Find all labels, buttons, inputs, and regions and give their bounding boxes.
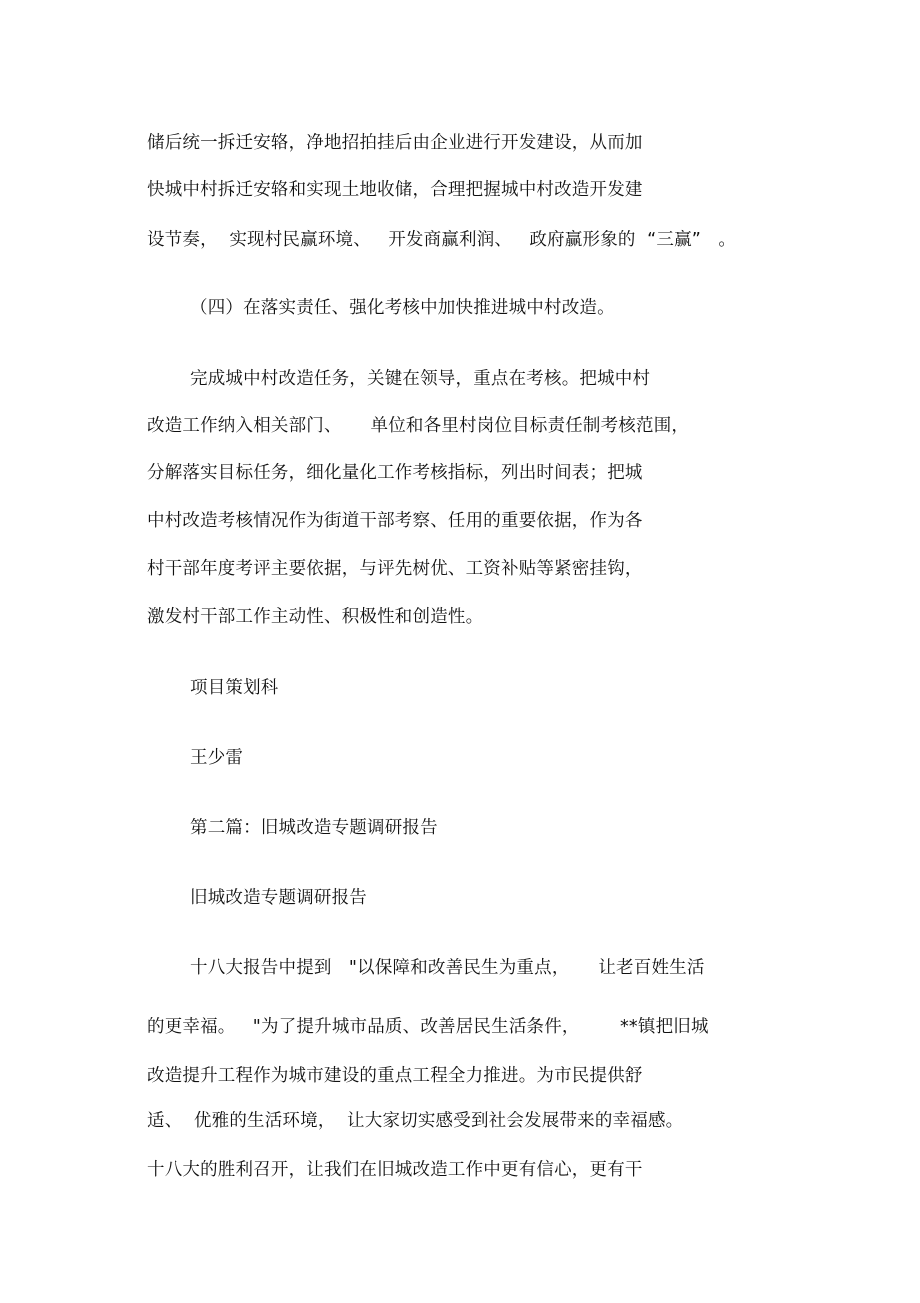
text-line: 的更幸福。 "为了提升城市品质、改善居民生活条件， **镇把旧城 [147, 1017, 709, 1037]
text-line: 十八大的胜利召开，让我们在旧城改造工作中更有信心，更有干 [147, 1160, 643, 1180]
department-name: 项目策划科 [190, 678, 279, 698]
text-line: 中村改造考核情况作为街道干部考察、任用的重要依据，作为各 [147, 511, 643, 531]
text-line: 储后统一拆迁安辂，净地招拍挂后由企业进行开发建设，从而加 [147, 133, 643, 153]
report-title: 旧城改造专题调研报告 [190, 888, 367, 908]
section-heading: （四）在落实责任、强化考核中加快推进城中村改造。 [190, 298, 615, 318]
text-line: 十八大报告中提到 "以保障和改善民生为重点， 让老百姓生活 [190, 958, 705, 978]
text-line: 快城中村拆迁安辂和实现土地收储，合理把握城中村改造开发建 [147, 180, 643, 200]
text-line: 分解落实目标任务，细化量化工作考核指标，列出时间表；把城 [147, 463, 643, 483]
author-name: 王少雷 [190, 748, 244, 768]
text-line: 激发村干部工作主动性、积极性和创造性。 [147, 607, 484, 627]
text-line: 设节奏， 实现村民赢环境、 开发商赢利润、 政府赢形象的 “三赢” 。 [147, 230, 737, 250]
chapter-title: 第二篇：旧城改造专题调研报告 [190, 818, 438, 838]
text-line: 改造工作纳入相关部门、 单位和各里村岗位目标责任制考核范围， [147, 416, 690, 436]
text-line: 适、 优雅的生活环境， 让大家切实感受到社会发展带来的幸福感。 [147, 1111, 684, 1131]
text-line: 改造提升工程作为城市建设的重点工程全力推进。为市民提供舒 [147, 1066, 643, 1086]
text-line: 村干部年度考评主要依据，与评先树优、工资补贴等紧密挂钩， [147, 559, 643, 579]
text-line: 完成城中村改造任务，关键在领导，重点在考核。把城中村 [190, 369, 651, 389]
